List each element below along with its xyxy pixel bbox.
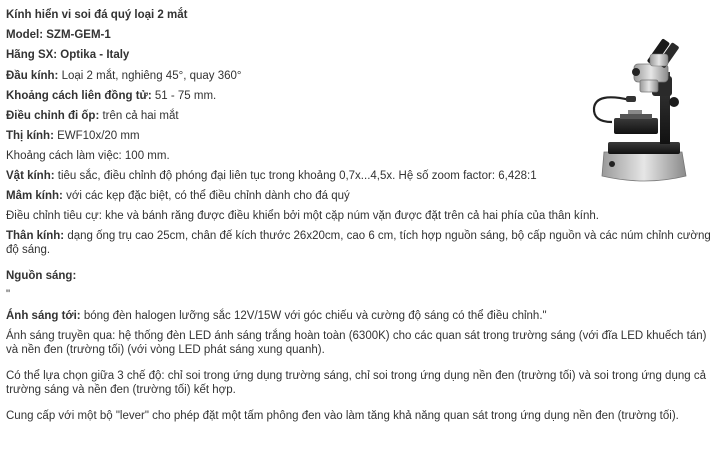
microscope-image xyxy=(590,30,700,190)
light-source-heading: Nguồn sáng: xyxy=(6,270,77,282)
transmitted-light-spec: Ánh sáng truyền qua: hệ thống đèn LED ánh sáng trắng hoàn toàn (6300K) cho các quan sát trong trường sáng (với đĩa LED khuếch tán) và nền đen (trường tối) (với vòng LED phát sáng xung quanh). xyxy=(6,330,707,356)
modes-spec: Có thể lựa chọn giữa 3 chế độ: chỉ soi trong ứng dụng trường sáng, chỉ soi trong ứng dụng nền đen (trường tối) và soi trong ứng dụng cả trường sáng và nền đen (trường tối) kết hợp. xyxy=(6,370,706,396)
quote-mark: " xyxy=(6,289,11,301)
focus-spec: Điều chỉnh tiêu cự: khe và bánh răng được điều khiển bởi một cặp núm vặn được đặt trên cả hai phía của thân kính. xyxy=(6,210,599,222)
diopter-label: Điều chỉnh đi ốp: xyxy=(6,110,100,122)
diopter-value: trên cả hai mắt xyxy=(99,110,179,122)
eyepiece-spec xyxy=(6,129,140,143)
brand-line: Hãng SX: Optika - Italy xyxy=(6,49,130,61)
model-line: Model: SZM-GEM-1 xyxy=(6,29,111,41)
incident-value: bóng đèn halogen lưỡng sắc 12V/15W với góc chiếu và cường độ sáng có thể điều chỉnh." xyxy=(80,310,547,322)
diopter-spec xyxy=(6,109,179,123)
lever-spec: Cung cấp với một bộ "lever" cho phép đặt một tấm phông đen vào làm tăng khả năng quan sát trong ứng dụng nền đen (trường tối). xyxy=(6,410,679,422)
stage-value: với các kẹp đặc biệt, có thể điều chỉnh dành cho đá quý xyxy=(62,190,350,202)
head-value: Loại 2 mắt, nghiêng 45°, quay 360° xyxy=(58,70,242,82)
incident-label: Ánh sáng tới: xyxy=(6,310,81,322)
stage-spec xyxy=(6,189,350,203)
eyepiece-label: Thị kính: xyxy=(6,130,54,142)
body-label: Thân kính: xyxy=(6,230,65,242)
working-distance-spec: Khoảng cách làm việc: 100 mm. xyxy=(6,150,170,162)
product-title: Kính hiển vi soi đá quý loại 2 mắt xyxy=(6,9,188,21)
objective-spec xyxy=(6,169,537,183)
ipd-spec xyxy=(6,89,216,103)
incident-light-spec xyxy=(6,309,547,323)
objective-value: tiêu sắc, điều chỉnh độ phóng đại liên tục trong khoảng 0,7x...4,5x. Hệ số zoom factor: 6,428:1 xyxy=(54,170,537,182)
head-label: Đầu kính: xyxy=(6,70,59,82)
body-value: dạng ống trụ cao 25cm, chân đế kích thước 26x20cm, cao 6 cm, tích hợp nguồn sáng, bộ cấp nguồn và các núm chỉnh cường độ sáng. xyxy=(6,230,711,256)
ipd-label: Khoảng cách liên đồng tử: xyxy=(6,90,152,102)
objective-label: Vật kính: xyxy=(6,170,55,182)
ipd-value: 51 - 75 mm. xyxy=(151,90,217,102)
stage-label: Mâm kính: xyxy=(6,190,63,202)
head-spec xyxy=(6,69,242,83)
eyepiece-value: EWF10x/20 mm xyxy=(53,130,140,142)
body-spec xyxy=(6,229,714,257)
